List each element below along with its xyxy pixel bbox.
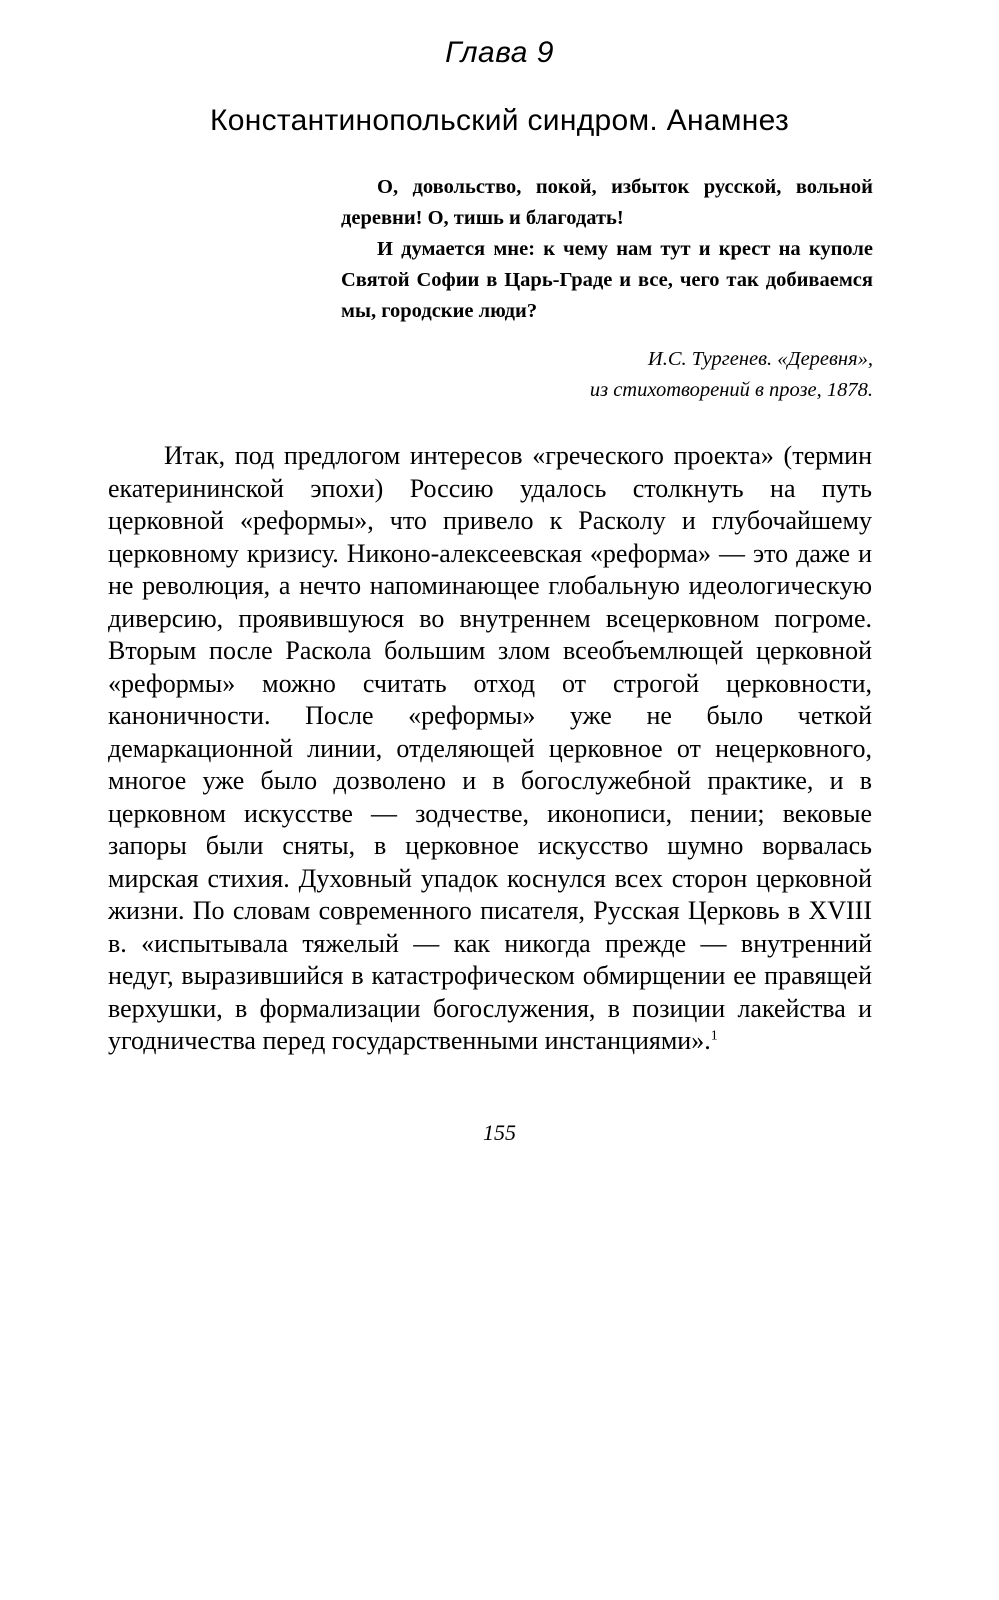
main-text [108,440,872,1058]
epigraph-attribution [420,344,873,406]
epigraph-paragraph: И думается мне: к чему нам тут и крест на куполе Святой Софии в Царь-Граде и все, чего так добиваемся мы, городские люди? [341,238,873,322]
epigraph-attribution-line: И.С. Тургенев. «Деревня», [647,348,873,370]
body-paragraph-text: Итак, под предлогом интересов «греческого проекта» (термин екатерининской эпохи) Россию удалось столкнуть на путь церковной «реформы», что привело к Расколу и глубочайшему церковному кризису. Никоно-алексеевская «реформа» — это даже и не революция, а нечто напоминающее глобальную идеологическую диверсию, проявившуюся во внутреннем всецерковном погроме. Вторым после Раскола большим злом всеобъемлющей церковной «реформы» можно считать отход от строгой церковности, каноничности. После «реформы» уже не было четкой демаркационной линии, отделяющей церковное от нецерковного, многое уже было дозволено и в богослужебной практике, и в церковном искусстве — зодчестве, иконописи, пении; вековые запоры были сняты, в церковное искусство шумно ворвалась мирская стихия. Духовный упадок коснулся всех сторон церковной жизни. По словам современного писателя, Русская Церковь в XVIII в. «испытывала тяжелый — как никогда прежде — внутренний недуг, выразившийся в катастрофическом обмирщении ее правящей верхушки, в формализации богослужения, в позиции лакейства и угодничества перед государственными инстанциями». [108,441,872,1055]
chapter-title: Константинопольский синдром. Анамнез [209,104,790,137]
chapter-label: Глава 9 [445,36,554,69]
epigraph [341,172,873,327]
page-number: 155 [483,1120,516,1145]
body-paragraph [108,440,872,1058]
footnote-marker: 1 [710,1028,718,1044]
epigraph-attribution-line: из стихотворений в прозе, 1878. [589,379,873,401]
epigraph-paragraph: О, довольство, покой, избыток русской, вольной деревни! О, тишь и благодать! [341,176,873,229]
